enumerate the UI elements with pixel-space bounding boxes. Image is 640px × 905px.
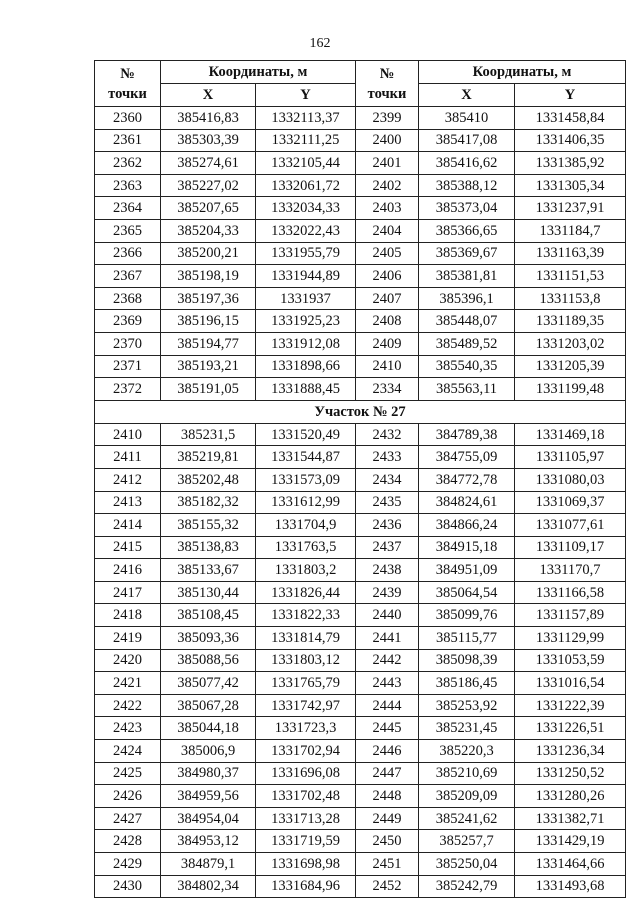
point-number-cell: 2408 [356, 310, 419, 333]
point-number-cell: 2410 [356, 355, 419, 378]
point-number-cell: 2416 [95, 559, 161, 582]
table-row [95, 717, 626, 740]
point-number-cell: 2400 [356, 129, 419, 152]
table-row [95, 514, 626, 537]
table-row [95, 468, 626, 491]
y-coordinate-cell: 1332022,43 [256, 219, 356, 242]
x-coordinate-cell: 385381,81 [419, 265, 515, 288]
y-coordinate-cell: 1331742,97 [256, 694, 356, 717]
point-number-cell: 2418 [95, 604, 161, 627]
y-coordinate-cell: 1331493,68 [515, 875, 626, 898]
y-coordinate-cell: 1331702,94 [256, 740, 356, 763]
y-coordinate-cell: 1331109,17 [515, 536, 626, 559]
x-coordinate-cell: 385198,19 [161, 265, 256, 288]
section-divider [95, 400, 626, 423]
y-coordinate-cell: 1331925,23 [256, 310, 356, 333]
x-coordinate-cell: 385115,77 [419, 627, 515, 650]
x-coordinate-cell: 384789,38 [419, 423, 515, 446]
point-number-cell: 2367 [95, 265, 161, 288]
point-number-cell: 2420 [95, 649, 161, 672]
table-row [95, 287, 626, 310]
point-number-cell: 2441 [356, 627, 419, 650]
x-coordinate-cell: 385369,67 [419, 242, 515, 265]
x-coordinate-cell: 385241,62 [419, 807, 515, 830]
y-coordinate-cell: 1331955,79 [256, 242, 356, 265]
y-coordinate-cell: 1331826,44 [256, 581, 356, 604]
y-coordinate-cell: 1331520,49 [256, 423, 356, 446]
x-coordinate-cell: 385417,08 [419, 129, 515, 152]
coordinates-table [94, 60, 626, 898]
x-coordinate-cell: 385220,3 [419, 740, 515, 763]
point-number-cell: 2409 [356, 332, 419, 355]
x-coordinate-cell: 385191,05 [161, 378, 256, 401]
y-coordinate-cell: 1331199,48 [515, 378, 626, 401]
table-header [95, 61, 626, 107]
point-number-header-left [95, 61, 161, 107]
table-body-part-2 [95, 423, 626, 897]
x-coordinate-cell: 385207,65 [161, 197, 256, 220]
table-row [95, 694, 626, 717]
y-coordinate-cell: 1331544,87 [256, 446, 356, 469]
y-coordinate-cell: 1331205,39 [515, 355, 626, 378]
point-number-cell: 2440 [356, 604, 419, 627]
x-coordinate-cell: 385210,69 [419, 762, 515, 785]
x-coordinate-cell: 385448,07 [419, 310, 515, 333]
point-number-cell: 2423 [95, 717, 161, 740]
x-coordinate-cell: 385253,92 [419, 694, 515, 717]
y-coordinate-cell: 1331898,66 [256, 355, 356, 378]
y-coordinate-cell: 1331053,59 [515, 649, 626, 672]
x-coordinate-cell: 384755,09 [419, 446, 515, 469]
table-row [95, 785, 626, 808]
x-coordinate-cell: 385093,36 [161, 627, 256, 650]
y-coordinate-cell: 1331153,8 [515, 287, 626, 310]
coordinates-header-right: Координаты, м [419, 61, 626, 84]
x-coordinate-cell: 385202,48 [161, 468, 256, 491]
x-coordinate-cell: 385257,7 [419, 830, 515, 853]
y-coordinate-cell: 1331382,71 [515, 807, 626, 830]
point-number-cell: 2428 [95, 830, 161, 853]
x-coordinate-cell: 385197,36 [161, 287, 256, 310]
num-sign: № [120, 65, 135, 82]
x-coordinate-cell: 385219,81 [161, 446, 256, 469]
coordinates-header-left: Координаты, м [161, 61, 356, 84]
point-number-cell: 2419 [95, 627, 161, 650]
x-coordinate-cell: 385416,62 [419, 152, 515, 175]
y-coordinate-cell: 1332105,44 [256, 152, 356, 175]
table-row [95, 559, 626, 582]
y-coordinate-cell: 1331250,52 [515, 762, 626, 785]
point-number-cell: 2415 [95, 536, 161, 559]
x-coordinate-cell: 384953,12 [161, 830, 256, 853]
x-coordinate-cell: 384915,18 [419, 536, 515, 559]
y-coordinate-cell: 1331763,5 [256, 536, 356, 559]
x-coordinate-cell: 385396,1 [419, 287, 515, 310]
table-row [95, 807, 626, 830]
x-coordinate-cell: 385200,21 [161, 242, 256, 265]
table-row [95, 332, 626, 355]
y-coordinate-cell: 1331170,7 [515, 559, 626, 582]
point-word: точки [108, 85, 147, 102]
y-coordinate-cell: 1332061,72 [256, 174, 356, 197]
point-number-cell: 2443 [356, 672, 419, 695]
y-coordinate-cell: 1331803,12 [256, 649, 356, 672]
x-coordinate-cell: 385227,02 [161, 174, 256, 197]
point-number-cell: 2445 [356, 717, 419, 740]
x-coordinate-cell: 384866,24 [419, 514, 515, 537]
table-row [95, 536, 626, 559]
table-row [95, 219, 626, 242]
y-coordinate-cell: 1331226,51 [515, 717, 626, 740]
point-number-cell: 2432 [356, 423, 419, 446]
y-coordinate-cell: 1331944,89 [256, 265, 356, 288]
y-coordinate-cell: 1331236,34 [515, 740, 626, 763]
y-coordinate-cell: 1331696,08 [256, 762, 356, 785]
table-row [95, 197, 626, 220]
table-row [95, 853, 626, 876]
y-coordinate-cell: 1331203,02 [515, 332, 626, 355]
point-number-cell: 2433 [356, 446, 419, 469]
y-coordinate-cell: 1331237,91 [515, 197, 626, 220]
table-row [95, 581, 626, 604]
point-number-cell: 2410 [95, 423, 161, 446]
x-coordinate-cell: 384824,61 [419, 491, 515, 514]
y-coordinate-cell: 1331016,54 [515, 672, 626, 695]
x-coordinate-cell: 385133,67 [161, 559, 256, 582]
point-number-cell: 2447 [356, 762, 419, 785]
point-number-cell: 2360 [95, 107, 161, 130]
point-number-cell: 2366 [95, 242, 161, 265]
x-coordinate-cell: 384772,78 [419, 468, 515, 491]
point-number-cell: 2452 [356, 875, 419, 898]
point-number-cell: 2422 [95, 694, 161, 717]
x-coordinate-cell: 385108,45 [161, 604, 256, 627]
y-coordinate-cell: 1331464,66 [515, 853, 626, 876]
point-number-cell: 2449 [356, 807, 419, 830]
y-coordinate-cell: 1331166,58 [515, 581, 626, 604]
x-coordinate-cell: 384951,09 [419, 559, 515, 582]
y-coordinate-cell: 1331077,61 [515, 514, 626, 537]
table-row [95, 604, 626, 627]
point-number-cell: 2437 [356, 536, 419, 559]
point-number-cell: 2402 [356, 174, 419, 197]
x-coordinate-cell: 385366,65 [419, 219, 515, 242]
y-header-right: Y [515, 84, 626, 107]
point-number-cell: 2425 [95, 762, 161, 785]
y-coordinate-cell: 1331698,98 [256, 853, 356, 876]
y-coordinate-cell: 1331385,92 [515, 152, 626, 175]
x-coordinate-cell: 385274,61 [161, 152, 256, 175]
x-coordinate-cell: 385044,18 [161, 717, 256, 740]
y-coordinate-cell: 1331573,09 [256, 468, 356, 491]
x-coordinate-cell: 385231,5 [161, 423, 256, 446]
table-row [95, 310, 626, 333]
point-number-cell: 2435 [356, 491, 419, 514]
section-row [95, 400, 626, 423]
table-row [95, 830, 626, 853]
x-coordinate-cell: 385098,39 [419, 649, 515, 672]
table-row [95, 446, 626, 469]
point-word: точки [367, 85, 407, 102]
point-number-cell: 2442 [356, 649, 419, 672]
point-number-cell: 2430 [95, 875, 161, 898]
point-number-cell: 2361 [95, 129, 161, 152]
table-row [95, 649, 626, 672]
table-row [95, 242, 626, 265]
y-header-left: Y [256, 84, 356, 107]
point-number-cell: 2364 [95, 197, 161, 220]
x-coordinate-cell: 385193,21 [161, 355, 256, 378]
point-number-cell: 2372 [95, 378, 161, 401]
y-coordinate-cell: 1331684,96 [256, 875, 356, 898]
table-row [95, 174, 626, 197]
x-coordinate-cell: 385303,39 [161, 129, 256, 152]
y-coordinate-cell: 1331713,28 [256, 807, 356, 830]
point-number-cell: 2403 [356, 197, 419, 220]
table-row [95, 491, 626, 514]
x-coordinate-cell: 385194,77 [161, 332, 256, 355]
x-coordinate-cell: 385088,56 [161, 649, 256, 672]
point-number-cell: 2412 [95, 468, 161, 491]
y-coordinate-cell: 1331189,35 [515, 310, 626, 333]
table-row [95, 265, 626, 288]
point-number-cell: 2368 [95, 287, 161, 310]
y-coordinate-cell: 1331612,99 [256, 491, 356, 514]
point-number-cell: 2362 [95, 152, 161, 175]
y-coordinate-cell: 1331822,33 [256, 604, 356, 627]
y-coordinate-cell: 1331222,39 [515, 694, 626, 717]
point-number-cell: 2444 [356, 694, 419, 717]
x-coordinate-cell: 385373,04 [419, 197, 515, 220]
point-number-cell: 2399 [356, 107, 419, 130]
point-number-cell: 2436 [356, 514, 419, 537]
y-coordinate-cell: 1331912,08 [256, 332, 356, 355]
x-coordinate-cell: 385489,52 [419, 332, 515, 355]
y-coordinate-cell: 1331723,3 [256, 717, 356, 740]
y-coordinate-cell: 1332034,33 [256, 197, 356, 220]
y-coordinate-cell: 1331151,53 [515, 265, 626, 288]
x-coordinate-cell: 385130,44 [161, 581, 256, 604]
y-coordinate-cell: 1331105,97 [515, 446, 626, 469]
x-coordinate-cell: 385155,32 [161, 514, 256, 537]
point-number-cell: 2407 [356, 287, 419, 310]
table-row [95, 740, 626, 763]
y-coordinate-cell: 1332111,25 [256, 129, 356, 152]
section-title: Участок № 27 [95, 400, 626, 423]
point-number-cell: 2405 [356, 242, 419, 265]
x-coordinate-cell: 385077,42 [161, 672, 256, 695]
x-coordinate-cell: 385099,76 [419, 604, 515, 627]
x-coordinate-cell: 384802,34 [161, 875, 256, 898]
point-number-cell: 2429 [95, 853, 161, 876]
point-number-cell: 2451 [356, 853, 419, 876]
y-coordinate-cell: 1331937 [256, 287, 356, 310]
point-number-cell: 2417 [95, 581, 161, 604]
y-coordinate-cell: 1332113,37 [256, 107, 356, 130]
x-coordinate-cell: 385182,32 [161, 491, 256, 514]
point-number-cell: 2334 [356, 378, 419, 401]
x-coordinate-cell: 385231,45 [419, 717, 515, 740]
x-coordinate-cell: 384959,56 [161, 785, 256, 808]
point-number-cell: 2401 [356, 152, 419, 175]
table-row [95, 627, 626, 650]
y-coordinate-cell: 1331157,89 [515, 604, 626, 627]
x-coordinate-cell: 385196,15 [161, 310, 256, 333]
y-coordinate-cell: 1331814,79 [256, 627, 356, 650]
x-coordinate-cell: 385006,9 [161, 740, 256, 763]
point-number-cell: 2446 [356, 740, 419, 763]
point-number-cell: 2424 [95, 740, 161, 763]
y-coordinate-cell: 1331458,84 [515, 107, 626, 130]
table-row [95, 355, 626, 378]
point-number-cell: 2421 [95, 672, 161, 695]
x-coordinate-cell: 385416,83 [161, 107, 256, 130]
x-coordinate-cell: 385388,12 [419, 174, 515, 197]
x-coordinate-cell: 385204,33 [161, 219, 256, 242]
point-number-cell: 2438 [356, 559, 419, 582]
point-number-header-right [356, 61, 419, 107]
x-coordinate-cell: 385067,28 [161, 694, 256, 717]
num-sign: № [379, 65, 395, 82]
y-coordinate-cell: 1331129,99 [515, 627, 626, 650]
page-number: 162 [309, 36, 331, 51]
x-coordinate-cell: 384954,04 [161, 807, 256, 830]
point-number-cell: 2414 [95, 514, 161, 537]
x-header-left: X [161, 84, 256, 107]
y-coordinate-cell: 1331080,03 [515, 468, 626, 491]
point-number-cell: 2427 [95, 807, 161, 830]
table-row [95, 875, 626, 898]
y-coordinate-cell: 1331305,34 [515, 174, 626, 197]
x-coordinate-cell: 385064,54 [419, 581, 515, 604]
point-number-cell: 2363 [95, 174, 161, 197]
y-coordinate-cell: 1331406,35 [515, 129, 626, 152]
point-number-cell: 2426 [95, 785, 161, 808]
point-number-cell: 2450 [356, 830, 419, 853]
point-number-cell: 2448 [356, 785, 419, 808]
point-number-cell: 2404 [356, 219, 419, 242]
point-number-cell: 2406 [356, 265, 419, 288]
y-coordinate-cell: 1331803,2 [256, 559, 356, 582]
x-coordinate-cell: 385138,83 [161, 536, 256, 559]
table-body-part-1 [95, 107, 626, 401]
y-coordinate-cell: 1331702,48 [256, 785, 356, 808]
x-coordinate-cell: 385242,79 [419, 875, 515, 898]
y-coordinate-cell: 1331765,79 [256, 672, 356, 695]
y-coordinate-cell: 1331469,18 [515, 423, 626, 446]
table-row [95, 762, 626, 785]
point-number-cell: 2365 [95, 219, 161, 242]
x-coordinate-cell: 385540,35 [419, 355, 515, 378]
y-coordinate-cell: 1331888,45 [256, 378, 356, 401]
y-coordinate-cell: 1331280,26 [515, 785, 626, 808]
x-coordinate-cell: 384879,1 [161, 853, 256, 876]
table-row [95, 152, 626, 175]
x-coordinate-cell: 384980,37 [161, 762, 256, 785]
x-header-right: X [419, 84, 515, 107]
table-row [95, 423, 626, 446]
point-number-cell: 2413 [95, 491, 161, 514]
x-coordinate-cell: 385250,04 [419, 853, 515, 876]
table-row [95, 672, 626, 695]
point-number-cell: 2411 [95, 446, 161, 469]
point-number-cell: 2434 [356, 468, 419, 491]
point-number-cell: 2371 [95, 355, 161, 378]
point-number-cell: 2370 [95, 332, 161, 355]
y-coordinate-cell: 1331429,19 [515, 830, 626, 853]
x-coordinate-cell: 385563,11 [419, 378, 515, 401]
y-coordinate-cell: 1331184,7 [515, 219, 626, 242]
y-coordinate-cell: 1331719,59 [256, 830, 356, 853]
x-coordinate-cell: 385186,45 [419, 672, 515, 695]
y-coordinate-cell: 1331704,9 [256, 514, 356, 537]
point-number-cell: 2439 [356, 581, 419, 604]
point-number-cell: 2369 [95, 310, 161, 333]
x-coordinate-cell: 385410 [419, 107, 515, 130]
table-row [95, 378, 626, 401]
table-row [95, 107, 626, 130]
y-coordinate-cell: 1331069,37 [515, 491, 626, 514]
table-row [95, 129, 626, 152]
x-coordinate-cell: 385209,09 [419, 785, 515, 808]
y-coordinate-cell: 1331163,39 [515, 242, 626, 265]
